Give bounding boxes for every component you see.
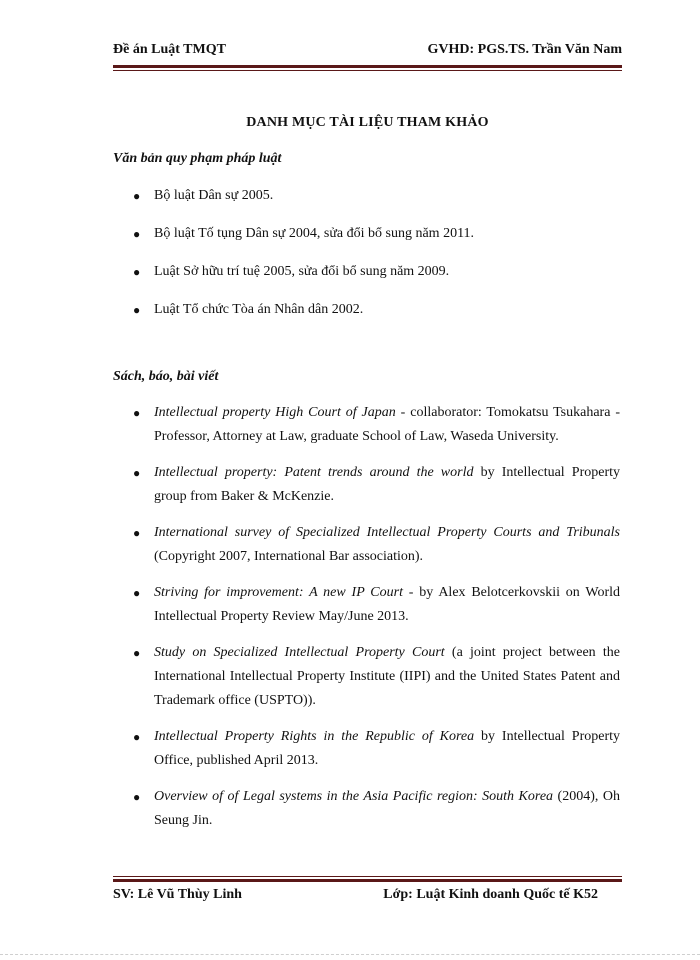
list-item (113, 641, 620, 713)
bullet-icon: ● (133, 466, 141, 480)
bullet-icon: ● (133, 189, 141, 203)
footer-rule-thin (113, 876, 622, 877)
list-item (113, 581, 620, 629)
header-course-title: Đề án Luật TMQT (113, 42, 226, 57)
page-header (113, 42, 622, 64)
section-heading-laws: Văn bản quy phạm pháp luật (113, 151, 282, 166)
list-item-text: Luật Sở hữu trí tuệ 2005, sửa đổi bổ sung năm 2009. (154, 264, 450, 279)
reference-title: International survey of Specialized Intellectual Property Courts and Tribunals (154, 525, 620, 540)
header-rule-thin (113, 70, 622, 71)
list-item-text: Luật Tổ chức Tòa án Nhân dân 2002. (154, 302, 364, 317)
footer-class: Lớp: Luật Kinh doanh Quốc tế K52 (383, 887, 598, 902)
reference-details: by Intellectual Property Office, published April 2013. (154, 729, 620, 768)
reference-details: - by Alex Belotcerkovskii on World Intellectual Property Review May/June 2013. (154, 585, 620, 624)
bullet-icon: ● (133, 526, 141, 540)
bullet-icon: ● (133, 790, 141, 804)
bullet-icon: ● (133, 730, 141, 744)
reference-title: Intellectual property: Patent trends around the world (154, 465, 474, 480)
reference-details: (2004), Oh Seung Jin. (154, 789, 621, 828)
bullet-icon: ● (133, 303, 141, 317)
laws-list (113, 186, 620, 338)
list-item (113, 521, 620, 569)
reference-details: - collaborator: Tomokatsu Tsukahara - Professor, Attorney at Law, graduate School of Law, Waseda University. (154, 405, 620, 444)
reference-title: Intellectual property High Court of Japan (154, 405, 396, 420)
list-item (113, 224, 620, 244)
list-item (113, 401, 620, 449)
list-item (113, 300, 620, 320)
reference-details: (a joint project between the International Intellectual Property Institute (IIPI) and the United States Patent and Trademark office (USPTO)). (154, 645, 620, 708)
bullet-icon: ● (133, 265, 141, 279)
reference-title: Study on Specialized Intellectual Property Court (154, 645, 445, 660)
bullet-icon: ● (133, 646, 141, 660)
header-supervisor: GVHD: PGS.TS. Trần Văn Nam (427, 42, 622, 57)
section-heading-books: Sách, báo, bài viết (113, 369, 219, 384)
page-title: DANH MỤC TÀI LIỆU THAM KHẢO (246, 115, 489, 130)
list-item (113, 461, 620, 509)
list-item (113, 785, 620, 833)
list-item (113, 262, 620, 282)
bullet-icon: ● (133, 227, 141, 241)
books-list (113, 401, 620, 845)
reference-title: Intellectual Property Rights in the Republic of Korea (154, 729, 475, 744)
reference-title: Overview of of Legal systems in the Asia Pacific region: South Korea (154, 789, 554, 804)
page-footer (113, 887, 598, 907)
footer-student: SV: Lê Vũ Thùy Linh (113, 887, 242, 902)
reference-details: (Copyright 2007, International Bar association). (154, 549, 424, 564)
page-edge-divider (0, 954, 700, 955)
reference-details: by Intellectual Property group from Baker & McKenzie. (154, 465, 621, 504)
bullet-icon: ● (133, 406, 141, 420)
header-rule-thick (113, 65, 622, 68)
list-item (113, 725, 620, 773)
bullet-icon: ● (133, 586, 141, 600)
list-item-text: Bộ luật Tố tụng Dân sự 2004, sửa đổi bổ sung năm 2011. (154, 226, 475, 241)
list-item-text: Bộ luật Dân sự 2005. (154, 188, 274, 203)
reference-title: Striving for improvement: A new IP Court (154, 585, 403, 600)
list-item (113, 186, 620, 206)
footer-rule-thick (113, 879, 622, 882)
